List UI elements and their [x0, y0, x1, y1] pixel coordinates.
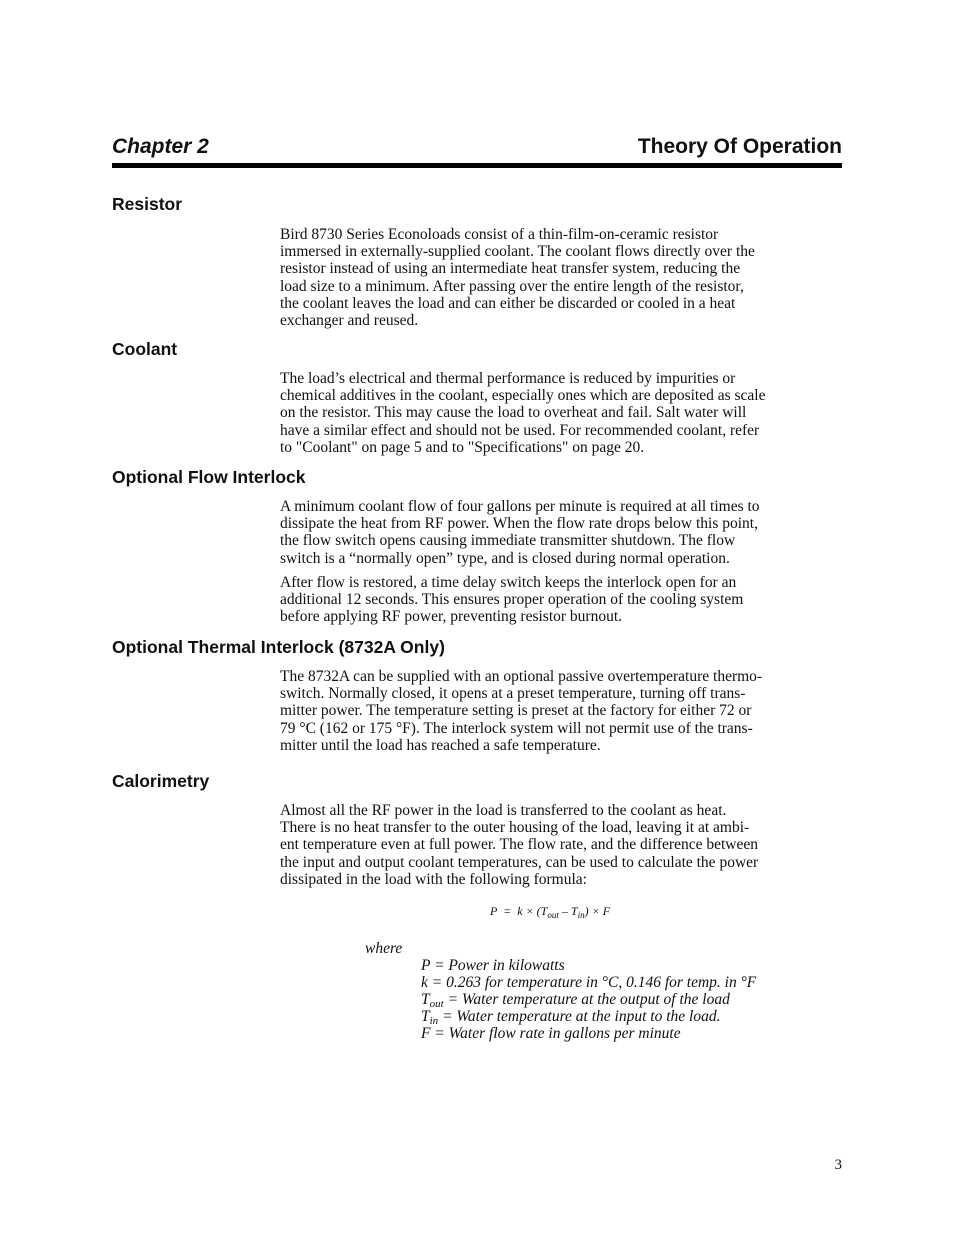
definition-tout — [421, 991, 756, 1008]
formula-definitions — [421, 957, 756, 1042]
tout-symbol: T — [421, 991, 430, 1008]
text-line: dissipated in the load with the following formula: — [280, 870, 587, 888]
text-line: have a similar effect and should not be used. For recommended coolant, refer — [280, 421, 760, 439]
text-line: immersed in externally-supplied coolant. The coolant flows directly over the — [280, 243, 755, 261]
formula-times-2: × — [591, 904, 600, 918]
formula-t-in: T — [570, 904, 578, 918]
formula-times: × — [525, 904, 534, 918]
text-line: mitter power. The temperature setting is preset at the factory for either 72 or — [280, 702, 752, 720]
definition-f: F = Water flow rate in gallons per minute — [421, 1025, 681, 1042]
text-line: The load’s electrical and thermal performance is reduced by impurities or — [280, 370, 736, 387]
formula-open-paren: ( — [536, 904, 541, 918]
formula-t-out: T — [540, 904, 548, 918]
text-line: before applying RF power, preventing resistor burnout. — [280, 608, 623, 626]
text-line: the coolant leaves the load and can either be discarded or cooled in a heat — [280, 294, 736, 312]
tout-subscript: out — [429, 998, 444, 1010]
text-line: The 8732A can be supplied with an optional passive overtemperature thermo- — [280, 668, 763, 685]
definition-p: P = Power in kilowatts — [421, 957, 565, 974]
formula-k: k — [517, 904, 523, 918]
section-heading-thermal-interlock: Optional Thermal Interlock (8732A Only) — [112, 637, 445, 657]
text-line: Almost all the RF power in the load is transferred to the coolant as heat. — [280, 802, 727, 819]
text-line: load size to a minimum. After passing over the entire length of the resistor, — [280, 277, 744, 295]
text-line: 79 °C (162 or 175 °F). The interlock system will not permit use of the trans- — [280, 719, 753, 737]
section-heading-calorimetry: Calorimetry — [112, 771, 210, 791]
text-line: mitter until the load has reached a safe temperature. — [280, 736, 601, 754]
text-line: the flow switch opens causing immediate transmitter shutdown. The flow — [280, 532, 736, 550]
thermal-interlock-paragraph — [280, 668, 842, 754]
coolant-paragraph — [280, 370, 842, 456]
text-line: A minimum coolant flow of four gallons per minute is required at all times to — [280, 498, 760, 515]
flow-interlock-paragraph-2 — [280, 574, 842, 626]
formula-p: P — [490, 904, 498, 918]
chapter-title: Theory Of Operation — [637, 135, 842, 158]
text-line: resistor instead of using an intermediate heat transfer system, reducing the — [280, 260, 741, 278]
tin-description: = Water temperature at the input to the load. — [438, 1008, 721, 1025]
formula-close-paren: ) — [584, 904, 589, 918]
text-line: to "Coolant" on page 5 and to "Specifications" on page 20. — [280, 438, 645, 456]
resistor-paragraph — [280, 226, 842, 329]
text-line: After flow is restored, a time delay switch keeps the interlock open for an — [280, 574, 737, 591]
text-line: dissipate the heat from RF power. When the flow rate drops below this point, — [280, 515, 758, 533]
definition-tin — [421, 1008, 756, 1025]
text-line: the input and output coolant temperatures, can be used to calculate the power — [280, 853, 759, 871]
text-line: ent temperature even at full power. The flow rate, and the difference between — [280, 836, 758, 854]
text-line: exchanger and reused. — [280, 312, 419, 330]
text-line: There is no heat transfer to the outer housing of the load, leaving it at ambi- — [280, 819, 750, 837]
tin-symbol: T — [421, 1008, 430, 1025]
text-line: Bird 8730 Series Econoloads consist of a thin-film-on-ceramic resistor — [280, 226, 719, 243]
tout-description: = Water temperature at the output of the load — [443, 991, 730, 1008]
text-line: chemical additives in the coolant, especially ones which are deposited as scale — [280, 387, 766, 405]
calorimetry-paragraph — [280, 802, 842, 888]
formula-out-subscript: out — [547, 910, 559, 920]
page-number: 3 — [834, 1157, 842, 1173]
text-line: switch. Normally closed, it opens at a preset temperature, turning off trans- — [280, 685, 746, 703]
header-rule — [112, 163, 842, 168]
section-heading-resistor: Resistor — [112, 194, 183, 214]
tin-subscript: in — [429, 1015, 439, 1027]
flow-interlock-paragraph-1 — [280, 498, 842, 567]
power-formula — [490, 903, 610, 919]
chapter-label: Chapter 2 — [112, 135, 209, 158]
section-heading-coolant: Coolant — [112, 339, 178, 359]
section-heading-flow-interlock: Optional Flow Interlock — [112, 467, 306, 487]
formula-in-subscript: in — [577, 910, 585, 920]
formula-f: F — [602, 904, 611, 918]
where-label: where — [365, 940, 403, 957]
text-line: additional 12 seconds. This ensures proper operation of the cooling system — [280, 591, 744, 609]
text-line: on the resistor. This may cause the load to overheat and fail. Salt water will — [280, 404, 747, 422]
text-line: switch is a “normally open” type, and is closed during normal operation. — [280, 549, 730, 567]
formula-equals: = — [503, 904, 512, 918]
definition-k: k = 0.263 for temperature in °C, 0.146 for temp. in °F — [421, 974, 757, 991]
formula-minus: – — [561, 904, 568, 918]
